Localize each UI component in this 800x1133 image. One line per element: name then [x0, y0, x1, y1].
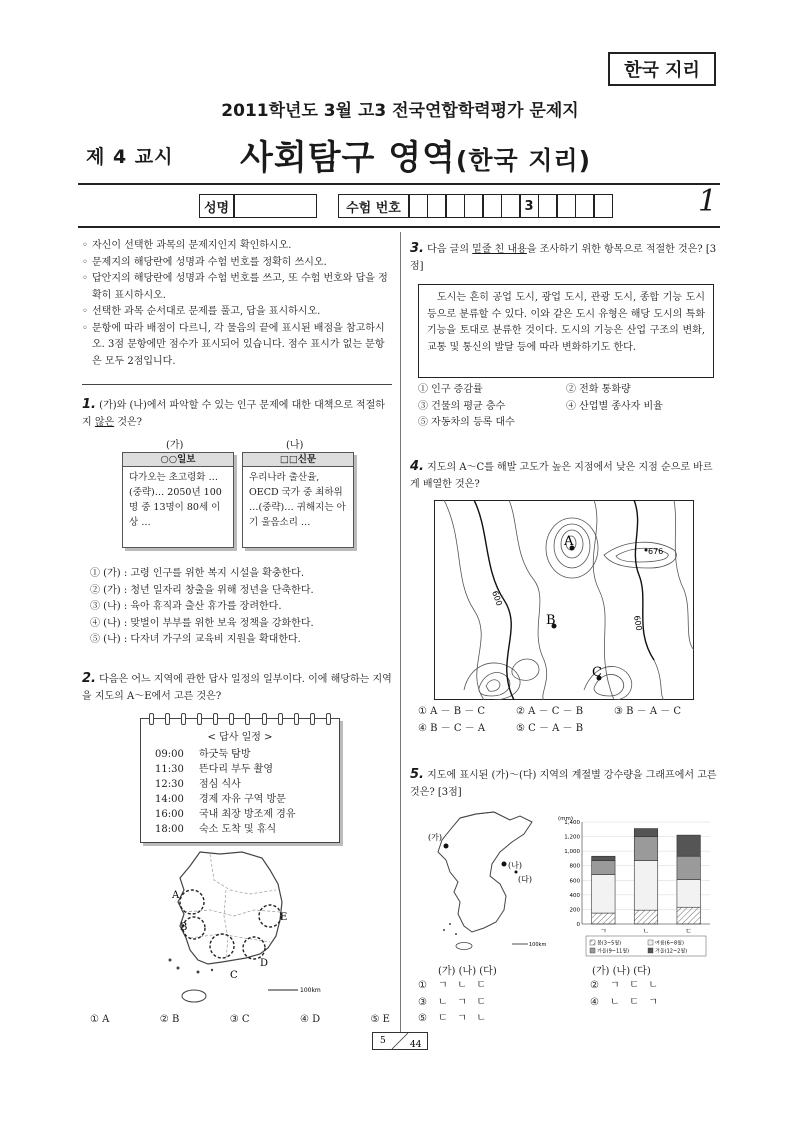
newspaper-header: ○○일보 [123, 453, 233, 467]
chart-bar-segment [677, 856, 700, 879]
notebook-rings [149, 713, 331, 725]
chart-legend-label: 겨울(12~2월) [655, 948, 688, 955]
question-stem-underline: 밑줄 친 내용 [472, 244, 527, 255]
question-stem: 을 조사하기 위한 항목으로 적절한 것은? [3점] [410, 244, 717, 272]
area-title [240, 130, 591, 179]
chart-y-tick: 0 [576, 922, 580, 928]
chart-x-tick: ㄱ [599, 927, 607, 935]
name-field[interactable] [233, 194, 317, 218]
chart-legend-swatch [648, 940, 653, 945]
field-trip-schedule [140, 718, 340, 843]
newspaper-header: □□신문 [243, 453, 353, 467]
answer-option[interactable]: ④ B － C － A [418, 722, 486, 734]
instruction-item: ◦ 선택한 과목 순서대로 문제를 풀고, 답을 표시하시오. [82, 304, 392, 321]
question-2 [82, 670, 394, 705]
map-scale: 100km [529, 942, 547, 948]
answer-option[interactable]: ③ 건물의 평균 층수 [418, 400, 506, 412]
q5-column-header-left: (가) (나) (다) [438, 966, 497, 977]
header-rule [78, 183, 720, 185]
peak-elevation: 676 [648, 547, 664, 556]
name-label: 성명 [199, 194, 235, 218]
newspaper-na [242, 452, 354, 548]
passage-box: 도시는 흔히 공업 도시, 광업 도시, 관광 도시, 종합 기능 도시 등으로 분류할 수 있다. 이와 같은 도시 유형은 해당 도시의 특화 기능을 토대로 분류한 것이다. 도시의 기능은 산업 구조의 변화, 교통 및 통신의 발달 등에 따라 변화하기도 한다. [418, 284, 714, 378]
schedule-title: < 답사 일정 > [207, 732, 273, 743]
contour-label-a: A [564, 534, 574, 549]
answer-option[interactable]: ① (가) : 고령 인구를 위한 복지 시설을 확충한다. [90, 568, 305, 579]
page-number: 1 [698, 184, 718, 219]
question-number: 4. [410, 459, 424, 474]
answer-option[interactable]: ① 인구 증감률 [418, 384, 483, 395]
chart-y-tick: 200 [569, 907, 580, 914]
area-title-main: 사회탐구 영역 [240, 138, 456, 178]
exam-number-box[interactable] [445, 194, 465, 218]
contour-map [434, 500, 694, 700]
map-label-ga: (가) [428, 833, 442, 842]
map-label-da: (다) [518, 875, 532, 884]
chart-bar-segment [592, 861, 615, 875]
answer-option[interactable]: ③ C [229, 1014, 250, 1025]
question-4-options [418, 704, 718, 737]
contour-600-right: 600 [632, 614, 644, 632]
answer-option[interactable]: ③ (나) : 육아 휴직과 출산 휴가를 장려한다. [90, 601, 282, 612]
chart-bar-segment [677, 880, 700, 908]
schedule-row: 09:00 하굿둑 탐방 [155, 749, 251, 760]
question-stem: 다음은 어느 지역에 관한 답사 일정의 일부이다. 이에 해당하는 지역을 지도의 A～E에서 고른 것은? [82, 674, 392, 702]
question-stem: 지도에 표시된 (가)～(다) 지역의 계절별 강수량을 그래프에서 고른 것은? [3점] [410, 770, 717, 798]
chart-legend-label: 봄(3~5월) [597, 940, 622, 947]
question-number: 1. [82, 397, 96, 412]
instructions-rule [82, 384, 392, 385]
exam-number-box-fixed: 3 [519, 194, 539, 218]
name-and-number-row [200, 194, 613, 218]
chart-bar-segment [677, 907, 700, 924]
chart-y-unit: (mm) [558, 816, 574, 822]
chart-bar-segment [677, 835, 700, 856]
question-stem: 다음 글의 [427, 244, 473, 255]
schedule-row: 18:00 숙소 도착 및 휴식 [155, 824, 277, 835]
answer-option[interactable]: ② (가) : 청년 일자리 창출을 위해 정년을 단축한다. [90, 584, 314, 596]
map-label-d: D [260, 958, 269, 969]
total-pages: 44 [410, 1040, 422, 1050]
question-stem: (가)와 (나)에서 파악할 수 있는 인구 문제에 대한 대책으로 적절하지 [82, 400, 385, 428]
instruction-item: ◦ 답안지의 해당란에 성명과 수험 번호를 쓰고, 또 수험 번호와 답을 정확히 표시하시오. [82, 271, 392, 304]
exam-number-box[interactable] [408, 194, 428, 218]
question-number: 2. [82, 671, 96, 686]
answer-option[interactable]: ① A － B － C [418, 706, 486, 717]
chart-y-tick: 1,200 [564, 834, 580, 841]
schedule-row: 11:30 뜬다리 부두 촬영 [155, 764, 273, 775]
answer-option[interactable]: ② ㄱ ㄷ ㄴ [590, 980, 659, 991]
answer-option[interactable]: ⑤ E [370, 1014, 390, 1025]
contour-600-left: 600 [490, 589, 504, 608]
newspaper-text: 우리나라 출산율, OECD 국가 중 최하위 …(중략)… 귀해지는 아기 울음소리 … [249, 472, 346, 528]
chart-bar-segment [592, 913, 615, 924]
exam-number-box[interactable] [556, 194, 576, 218]
area-title-subject: (한국 지리) [455, 146, 592, 175]
schedule-row: 12:30 점심 식사 [155, 779, 241, 790]
chart-bar-segment [634, 837, 657, 861]
chart-legend-swatch [590, 940, 595, 945]
question-stem: 지도의 A～C를 해발 고도가 높은 지점에서 낮은 지점 순으로 바르게 배열한 것은? [410, 462, 713, 490]
chart-y-tick: 400 [569, 892, 580, 899]
answer-option[interactable]: ④ (나) : 맞벌이 부부를 위한 보육 정책을 강화한다. [90, 617, 314, 629]
map-scale: 100km [300, 987, 321, 994]
chart-y-tick: 1,400 [564, 820, 580, 826]
question-number: 5. [410, 767, 424, 782]
instruction-item: ◦ 문제지의 해당란에 성명과 수험 번호를 정확히 쓰시오. [82, 255, 392, 272]
q5-column-header-right: (가) (나) (다) [592, 966, 651, 977]
exam-number-box[interactable] [538, 194, 558, 218]
answer-option[interactable]: ④ 산업별 종사자 비율 [566, 400, 663, 412]
question-3 [410, 240, 720, 275]
answer-option[interactable]: ③ B － A － C [614, 706, 682, 717]
answer-option[interactable]: ② B [159, 1014, 180, 1025]
period-label: 제 4 교시 [86, 146, 174, 168]
chart-bar-segment [592, 856, 615, 860]
contour-label-c: C [592, 665, 602, 680]
exam-number-box[interactable] [501, 194, 521, 218]
answer-option[interactable]: ① ㄱ ㄴ ㄷ [418, 980, 487, 991]
contour-label-b: B [546, 613, 556, 628]
answer-option[interactable]: ② A － C － B [516, 706, 584, 717]
instruction-item: ◦ 자신이 선택한 과목의 문제지인지 확인하시오. [82, 238, 392, 255]
answer-option[interactable]: ④ ㄴ ㄷ ㄱ [590, 996, 659, 1008]
map-label-a: A [172, 890, 180, 901]
subject-tag: 한국 지리 [608, 52, 716, 86]
chart-x-tick: ㄴ [642, 927, 650, 935]
answer-option[interactable]: ② 전화 통화량 [566, 384, 631, 395]
map-label-na: (나) [508, 861, 522, 870]
answer-option[interactable]: ⑤ (나) : 다자녀 가구의 교육비 지원을 확대한다. [90, 634, 301, 645]
answer-option[interactable]: ③ ㄴ ㄱ ㄷ [418, 996, 487, 1008]
exam-number-label: 수험 번호 [338, 194, 410, 218]
schedule-row: 14:00 경제 자유 구역 방문 [155, 794, 286, 805]
exam-number-box[interactable] [427, 194, 447, 218]
map-label-e: E [280, 912, 288, 923]
newspaper-text: 다가오는 초고령화 …(중략)… 2050년 100명 중 13명이 80세 이상 … [129, 472, 222, 528]
question-3-options [418, 382, 718, 432]
question-number: 3. [410, 241, 424, 256]
chart-bar-segment [634, 861, 657, 911]
map-label-b: B [180, 922, 188, 933]
question-1 [82, 396, 394, 431]
question-stem: 것은? [114, 417, 143, 428]
exam-number-box[interactable] [482, 194, 502, 218]
column-divider [400, 232, 401, 1032]
question-stem-underline: 않은 [94, 417, 115, 428]
exam-number-box[interactable] [575, 194, 595, 218]
label-ga: (가) [166, 440, 184, 451]
chart-legend-label: 여름(6~8월) [655, 940, 684, 947]
question-4 [410, 458, 720, 493]
map-label-c: C [230, 970, 238, 981]
page-counter [372, 1032, 428, 1050]
exam-number-box[interactable] [464, 194, 484, 218]
instructions-list [82, 238, 392, 370]
chart-y-tick: 1,000 [564, 849, 580, 856]
chart-bar-segment [634, 829, 657, 837]
answer-option[interactable]: ⑤ 자동차의 등록 대수 [418, 417, 515, 428]
chart-x-tick: ㄷ [685, 927, 693, 935]
chart-y-tick: 800 [569, 863, 580, 870]
exam-title: 2011학년도 3월 고3 전국연합학력평가 문제지 [221, 101, 579, 121]
answer-option[interactable]: ④ D [299, 1014, 321, 1025]
header-rule-lower [78, 226, 720, 228]
chart-bar-segment [634, 910, 657, 924]
instruction-item: ◦ 문항에 따라 배점이 다르니, 각 물음의 끝에 표시된 배점을 참고하시오. 3점 문항에만 점수가 표시되어 있습니다. 점수 표시가 없는 문항은 모두 2점입니다. [82, 321, 392, 371]
question-1-options [90, 566, 395, 649]
chart-y-tick: 600 [569, 878, 580, 885]
chart-legend-label: 가을(9~11월) [597, 948, 630, 955]
korea-region-map [150, 850, 330, 1010]
chart-legend-swatch [590, 948, 595, 953]
precipitation-chart [556, 812, 716, 962]
schedule-row: 16:00 국내 최장 방조제 경유 [155, 809, 296, 820]
question-5 [410, 766, 720, 801]
label-na: (나) [286, 440, 304, 451]
current-page: 5 [380, 1036, 386, 1046]
newspaper-ga [122, 452, 234, 548]
answer-option[interactable]: ① A [90, 1014, 110, 1025]
question-2-options [90, 1012, 390, 1029]
exam-number-box[interactable] [593, 194, 613, 218]
chart-legend-swatch [648, 948, 653, 953]
question-5-options [418, 978, 718, 1028]
korea-peninsula-map [420, 806, 550, 956]
answer-option[interactable]: ⑤ C － A － B [516, 722, 584, 734]
chart-bar-segment [592, 874, 615, 913]
answer-option[interactable]: ⑤ ㄷ ㄱ ㄴ [418, 1013, 487, 1024]
